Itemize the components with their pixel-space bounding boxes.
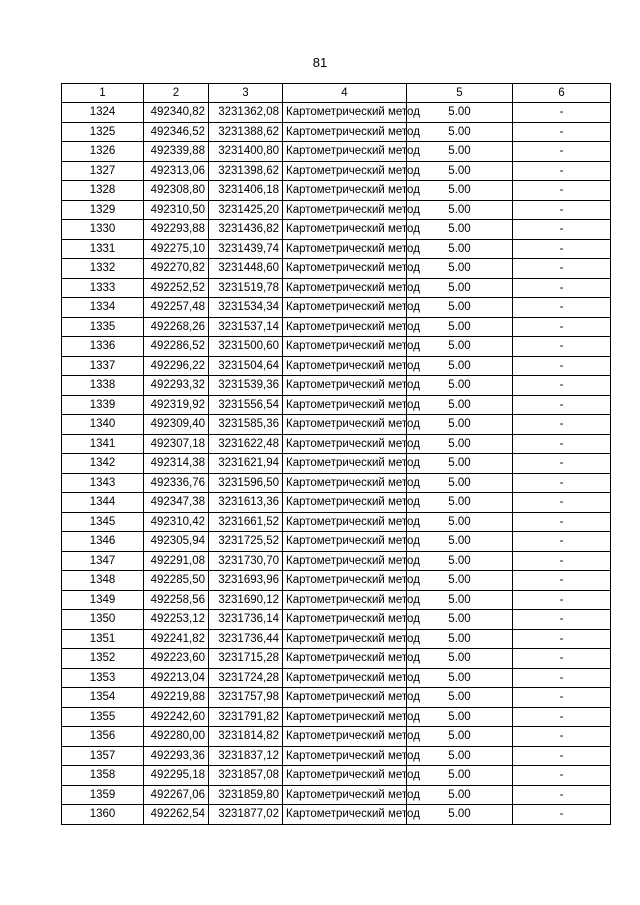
point-number-cell: 1335 [62, 317, 144, 337]
method-cell: Картометрический метод [283, 200, 407, 220]
note-cell: - [513, 551, 611, 571]
table-row [62, 317, 611, 337]
x-coordinate-cell: 492270,82 [144, 259, 209, 279]
y-coordinate-cell: 3231622,48 [209, 434, 283, 454]
point-number-cell: 1344 [62, 493, 144, 513]
note-cell: - [513, 298, 611, 318]
accuracy-cell: 5.00 [407, 649, 513, 669]
accuracy-cell: 5.00 [407, 766, 513, 786]
note-cell: - [513, 512, 611, 532]
x-coordinate-cell: 492286,52 [144, 337, 209, 357]
accuracy-cell: 5.00 [407, 493, 513, 513]
point-number-cell: 1336 [62, 337, 144, 357]
note-cell: - [513, 181, 611, 201]
x-coordinate-cell: 492252,52 [144, 278, 209, 298]
x-coordinate-cell: 492257,48 [144, 298, 209, 318]
header-cell-4: 4 [283, 84, 407, 103]
table-row [62, 415, 611, 435]
table-row [62, 551, 611, 571]
point-number-cell: 1346 [62, 532, 144, 552]
point-number-cell: 1332 [62, 259, 144, 279]
table-row [62, 766, 611, 786]
x-coordinate-cell: 492296,22 [144, 356, 209, 376]
point-number-cell: 1357 [62, 746, 144, 766]
table-row [62, 142, 611, 162]
y-coordinate-cell: 3231859,80 [209, 785, 283, 805]
point-number-cell: 1342 [62, 454, 144, 474]
x-coordinate-cell: 492309,40 [144, 415, 209, 435]
header-row [62, 84, 611, 103]
table-row [62, 785, 611, 805]
x-coordinate-cell: 492340,82 [144, 103, 209, 123]
y-coordinate-cell: 3231534,34 [209, 298, 283, 318]
point-number-cell: 1328 [62, 181, 144, 201]
x-coordinate-cell: 492319,92 [144, 395, 209, 415]
accuracy-cell: 5.00 [407, 746, 513, 766]
x-coordinate-cell: 492223,60 [144, 649, 209, 669]
accuracy-cell: 5.00 [407, 805, 513, 825]
table-row [62, 473, 611, 493]
method-cell: Картометрический метод [283, 395, 407, 415]
note-cell: - [513, 707, 611, 727]
y-coordinate-cell: 3231814,82 [209, 727, 283, 747]
page-number: 81 [312, 55, 328, 70]
x-coordinate-cell: 492308,80 [144, 181, 209, 201]
x-coordinate-cell: 492280,00 [144, 727, 209, 747]
y-coordinate-cell: 3231500,60 [209, 337, 283, 357]
y-coordinate-cell: 3231715,28 [209, 649, 283, 669]
note-cell: - [513, 766, 611, 786]
accuracy-cell: 5.00 [407, 142, 513, 162]
table-row [62, 220, 611, 240]
y-coordinate-cell: 3231693,96 [209, 571, 283, 591]
method-cell: Картометрический метод [283, 649, 407, 669]
x-coordinate-cell: 492314,38 [144, 454, 209, 474]
header-cell-5: 5 [407, 84, 513, 103]
y-coordinate-cell: 3231436,82 [209, 220, 283, 240]
point-number-cell: 1338 [62, 376, 144, 396]
y-coordinate-cell: 3231439,74 [209, 239, 283, 259]
y-coordinate-cell: 3231661,52 [209, 512, 283, 532]
note-cell: - [513, 746, 611, 766]
point-number-cell: 1356 [62, 727, 144, 747]
table-row [62, 395, 611, 415]
x-coordinate-cell: 492293,36 [144, 746, 209, 766]
note-cell: - [513, 590, 611, 610]
y-coordinate-cell: 3231556,54 [209, 395, 283, 415]
header-cell-2: 2 [144, 84, 209, 103]
table-row [62, 610, 611, 630]
y-coordinate-cell: 3231730,70 [209, 551, 283, 571]
header-cell-6: 6 [513, 84, 611, 103]
note-cell: - [513, 668, 611, 688]
table-row [62, 707, 611, 727]
accuracy-cell: 5.00 [407, 376, 513, 396]
method-cell: Картометрический метод [283, 239, 407, 259]
x-coordinate-cell: 492285,50 [144, 571, 209, 591]
table-row [62, 278, 611, 298]
method-cell: Картометрический метод [283, 668, 407, 688]
table-row [62, 805, 611, 825]
accuracy-cell: 5.00 [407, 727, 513, 747]
method-cell: Картометрический метод [283, 161, 407, 181]
note-cell: - [513, 434, 611, 454]
table-row [62, 200, 611, 220]
point-number-cell: 1329 [62, 200, 144, 220]
point-number-cell: 1333 [62, 278, 144, 298]
header-cell-1: 1 [62, 84, 144, 103]
y-coordinate-cell: 3231736,14 [209, 610, 283, 630]
accuracy-cell: 5.00 [407, 688, 513, 708]
y-coordinate-cell: 3231757,98 [209, 688, 283, 708]
point-number-cell: 1355 [62, 707, 144, 727]
y-coordinate-cell: 3231400,80 [209, 142, 283, 162]
method-cell: Картометрический метод [283, 746, 407, 766]
accuracy-cell: 5.00 [407, 317, 513, 337]
table-row [62, 493, 611, 513]
table-row [62, 668, 611, 688]
y-coordinate-cell: 3231877,02 [209, 805, 283, 825]
point-number-cell: 1334 [62, 298, 144, 318]
table-row [62, 376, 611, 396]
accuracy-cell: 5.00 [407, 298, 513, 318]
table-row [62, 512, 611, 532]
point-number-cell: 1327 [62, 161, 144, 181]
point-number-cell: 1360 [62, 805, 144, 825]
y-coordinate-cell: 3231621,94 [209, 454, 283, 474]
note-cell: - [513, 142, 611, 162]
accuracy-cell: 5.00 [407, 532, 513, 552]
point-number-cell: 1347 [62, 551, 144, 571]
x-coordinate-cell: 492262,54 [144, 805, 209, 825]
accuracy-cell: 5.00 [407, 220, 513, 240]
point-number-cell: 1359 [62, 785, 144, 805]
accuracy-cell: 5.00 [407, 259, 513, 279]
accuracy-cell: 5.00 [407, 571, 513, 591]
y-coordinate-cell: 3231406,18 [209, 181, 283, 201]
note-cell: - [513, 532, 611, 552]
point-number-cell: 1340 [62, 415, 144, 435]
table-row [62, 649, 611, 669]
point-number-cell: 1337 [62, 356, 144, 376]
method-cell: Картометрический метод [283, 142, 407, 162]
table-row [62, 590, 611, 610]
accuracy-cell: 5.00 [407, 551, 513, 571]
table-row [62, 434, 611, 454]
point-number-cell: 1351 [62, 629, 144, 649]
accuracy-cell: 5.00 [407, 415, 513, 435]
note-cell: - [513, 376, 611, 396]
y-coordinate-cell: 3231425,20 [209, 200, 283, 220]
accuracy-cell: 5.00 [407, 278, 513, 298]
point-number-cell: 1330 [62, 220, 144, 240]
y-coordinate-cell: 3231362,08 [209, 103, 283, 123]
point-number-cell: 1353 [62, 668, 144, 688]
method-cell: Картометрический метод [283, 298, 407, 318]
note-cell: - [513, 727, 611, 747]
method-cell: Картометрический метод [283, 103, 407, 123]
note-cell: - [513, 785, 611, 805]
method-cell: Картометрический метод [283, 337, 407, 357]
accuracy-cell: 5.00 [407, 103, 513, 123]
accuracy-cell: 5.00 [407, 454, 513, 474]
point-number-cell: 1343 [62, 473, 144, 493]
point-number-cell: 1341 [62, 434, 144, 454]
table-body [62, 103, 611, 825]
method-cell: Картометрический метод [283, 610, 407, 630]
method-cell: Картометрический метод [283, 512, 407, 532]
method-cell: Картометрический метод [283, 122, 407, 142]
method-cell: Картометрический метод [283, 590, 407, 610]
method-cell: Картометрический метод [283, 181, 407, 201]
note-cell: - [513, 395, 611, 415]
accuracy-cell: 5.00 [407, 395, 513, 415]
note-cell: - [513, 473, 611, 493]
x-coordinate-cell: 492267,06 [144, 785, 209, 805]
method-cell: Картометрический метод [283, 629, 407, 649]
note-cell: - [513, 610, 611, 630]
method-cell: Картометрический метод [283, 551, 407, 571]
table-row [62, 571, 611, 591]
x-coordinate-cell: 492219,88 [144, 688, 209, 708]
method-cell: Картометрический метод [283, 785, 407, 805]
table-row [62, 454, 611, 474]
table-header [62, 84, 611, 103]
table-row [62, 103, 611, 123]
x-coordinate-cell: 492241,82 [144, 629, 209, 649]
y-coordinate-cell: 3231388,62 [209, 122, 283, 142]
note-cell: - [513, 317, 611, 337]
note-cell: - [513, 454, 611, 474]
note-cell: - [513, 337, 611, 357]
y-coordinate-cell: 3231725,52 [209, 532, 283, 552]
method-cell: Картометрический метод [283, 473, 407, 493]
x-coordinate-cell: 492293,32 [144, 376, 209, 396]
table-row [62, 356, 611, 376]
point-number-cell: 1352 [62, 649, 144, 669]
method-cell: Картометрический метод [283, 571, 407, 591]
table-row [62, 239, 611, 259]
method-cell: Картометрический метод [283, 727, 407, 747]
point-number-cell: 1325 [62, 122, 144, 142]
accuracy-cell: 5.00 [407, 434, 513, 454]
table-row [62, 337, 611, 357]
y-coordinate-cell: 3231504,64 [209, 356, 283, 376]
x-coordinate-cell: 492347,38 [144, 493, 209, 513]
table-row [62, 746, 611, 766]
method-cell: Картометрический метод [283, 376, 407, 396]
table-row [62, 181, 611, 201]
point-number-cell: 1354 [62, 688, 144, 708]
note-cell: - [513, 200, 611, 220]
method-cell: Картометрический метод [283, 434, 407, 454]
point-number-cell: 1339 [62, 395, 144, 415]
coordinates-table [61, 83, 611, 825]
y-coordinate-cell: 3231857,08 [209, 766, 283, 786]
y-coordinate-cell: 3231690,12 [209, 590, 283, 610]
method-cell: Картометрический метод [283, 707, 407, 727]
method-cell: Картометрический метод [283, 688, 407, 708]
method-cell: Картометрический метод [283, 766, 407, 786]
accuracy-cell: 5.00 [407, 590, 513, 610]
accuracy-cell: 5.00 [407, 161, 513, 181]
point-number-cell: 1345 [62, 512, 144, 532]
note-cell: - [513, 161, 611, 181]
y-coordinate-cell: 3231596,50 [209, 473, 283, 493]
accuracy-cell: 5.00 [407, 785, 513, 805]
y-coordinate-cell: 3231613,36 [209, 493, 283, 513]
method-cell: Картометрический метод [283, 317, 407, 337]
method-cell: Картометрический метод [283, 415, 407, 435]
x-coordinate-cell: 492346,52 [144, 122, 209, 142]
accuracy-cell: 5.00 [407, 707, 513, 727]
x-coordinate-cell: 492242,60 [144, 707, 209, 727]
note-cell: - [513, 356, 611, 376]
x-coordinate-cell: 492307,18 [144, 434, 209, 454]
note-cell: - [513, 259, 611, 279]
point-number-cell: 1350 [62, 610, 144, 630]
x-coordinate-cell: 492258,56 [144, 590, 209, 610]
method-cell: Картометрический метод [283, 493, 407, 513]
header-cell-3: 3 [209, 84, 283, 103]
accuracy-cell: 5.00 [407, 629, 513, 649]
point-number-cell: 1358 [62, 766, 144, 786]
point-number-cell: 1348 [62, 571, 144, 591]
method-cell: Картометрический метод [283, 532, 407, 552]
note-cell: - [513, 629, 611, 649]
method-cell: Картометрический метод [283, 220, 407, 240]
x-coordinate-cell: 492268,26 [144, 317, 209, 337]
method-cell: Картометрический метод [283, 454, 407, 474]
method-cell: Картометрический метод [283, 259, 407, 279]
x-coordinate-cell: 492310,42 [144, 512, 209, 532]
y-coordinate-cell: 3231585,36 [209, 415, 283, 435]
x-coordinate-cell: 492275,10 [144, 239, 209, 259]
note-cell: - [513, 688, 611, 708]
note-cell: - [513, 571, 611, 591]
x-coordinate-cell: 492305,94 [144, 532, 209, 552]
y-coordinate-cell: 3231539,36 [209, 376, 283, 396]
y-coordinate-cell: 3231398,62 [209, 161, 283, 181]
x-coordinate-cell: 492295,18 [144, 766, 209, 786]
table-row [62, 532, 611, 552]
x-coordinate-cell: 492336,76 [144, 473, 209, 493]
note-cell: - [513, 493, 611, 513]
x-coordinate-cell: 492310,50 [144, 200, 209, 220]
point-number-cell: 1331 [62, 239, 144, 259]
point-number-cell: 1324 [62, 103, 144, 123]
y-coordinate-cell: 3231519,78 [209, 278, 283, 298]
y-coordinate-cell: 3231791,82 [209, 707, 283, 727]
note-cell: - [513, 122, 611, 142]
y-coordinate-cell: 3231724,28 [209, 668, 283, 688]
note-cell: - [513, 278, 611, 298]
accuracy-cell: 5.00 [407, 356, 513, 376]
accuracy-cell: 5.00 [407, 610, 513, 630]
accuracy-cell: 5.00 [407, 200, 513, 220]
note-cell: - [513, 220, 611, 240]
table-row [62, 629, 611, 649]
y-coordinate-cell: 3231837,12 [209, 746, 283, 766]
note-cell: - [513, 649, 611, 669]
point-number-cell: 1349 [62, 590, 144, 610]
accuracy-cell: 5.00 [407, 181, 513, 201]
accuracy-cell: 5.00 [407, 337, 513, 357]
x-coordinate-cell: 492313,06 [144, 161, 209, 181]
table-row [62, 688, 611, 708]
note-cell: - [513, 239, 611, 259]
point-number-cell: 1326 [62, 142, 144, 162]
accuracy-cell: 5.00 [407, 668, 513, 688]
method-cell: Картометрический метод [283, 356, 407, 376]
accuracy-cell: 5.00 [407, 473, 513, 493]
table-row [62, 298, 611, 318]
y-coordinate-cell: 3231448,60 [209, 259, 283, 279]
table-row [62, 259, 611, 279]
table-row [62, 727, 611, 747]
x-coordinate-cell: 492339,88 [144, 142, 209, 162]
note-cell: - [513, 415, 611, 435]
y-coordinate-cell: 3231537,14 [209, 317, 283, 337]
table-row [62, 122, 611, 142]
method-cell: Картометрический метод [283, 278, 407, 298]
note-cell: - [513, 805, 611, 825]
x-coordinate-cell: 492291,08 [144, 551, 209, 571]
table-row [62, 161, 611, 181]
accuracy-cell: 5.00 [407, 122, 513, 142]
x-coordinate-cell: 492253,12 [144, 610, 209, 630]
y-coordinate-cell: 3231736,44 [209, 629, 283, 649]
x-coordinate-cell: 492293,88 [144, 220, 209, 240]
note-cell: - [513, 103, 611, 123]
x-coordinate-cell: 492213,04 [144, 668, 209, 688]
method-cell: Картометрический метод [283, 805, 407, 825]
accuracy-cell: 5.00 [407, 512, 513, 532]
accuracy-cell: 5.00 [407, 239, 513, 259]
